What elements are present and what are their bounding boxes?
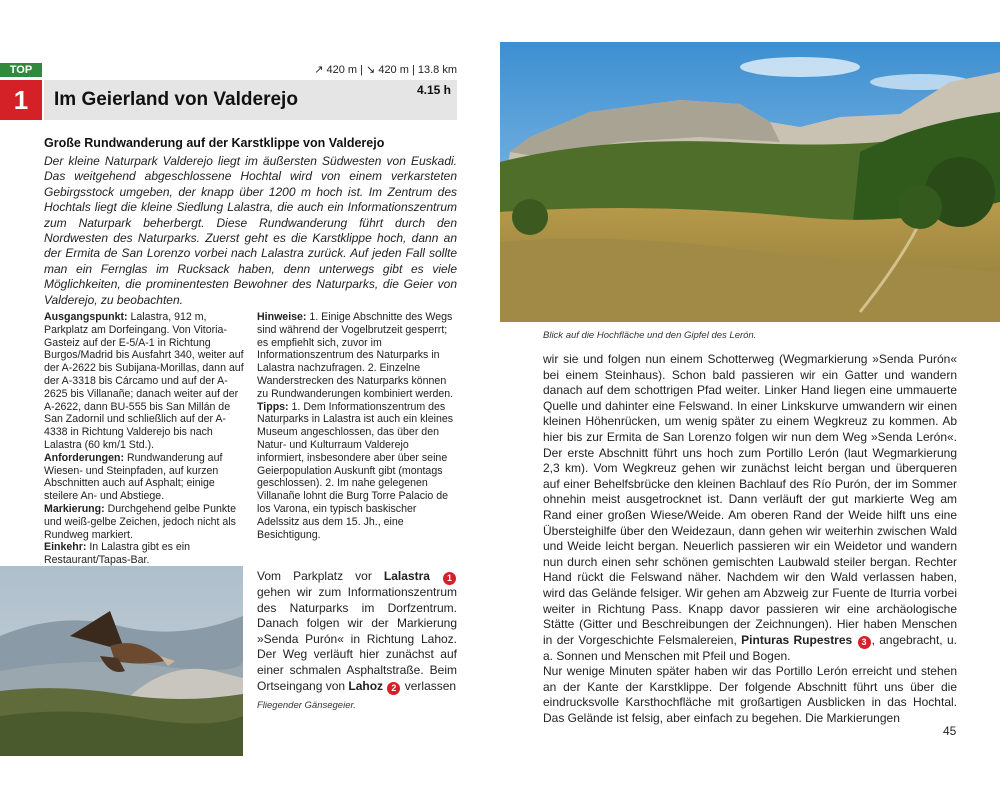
waypoint-name: Lahoz (348, 678, 384, 693)
info-text: Rundwanderung auf Wiesen- und Steinpfaden, auf kurzen Abschnitten auch auf Asphalt; einige steilere An- und Abstiege. (44, 451, 223, 503)
waypoint-marker-icon: 3 (858, 636, 871, 649)
body-text: gehen wir zum Informationszentrum des Naturparks im Dorfzentrum. Danach folgen wir der Markierung »Senda Purón« in Richtung Lahoz. Der Weg verläuft hier zunächst auf einer schmalen Asphaltstraße. Beim Ortseingang von (257, 585, 457, 693)
body-text-left (257, 569, 457, 695)
page-title: Im Geierland von Valderejo (54, 89, 298, 110)
hero-caption: Blick auf die Hochfläche und den Gipfel des Lerón. (543, 330, 757, 341)
waypoint-name: Lalastra (383, 569, 430, 583)
info-start (44, 311, 244, 452)
title-bar (44, 80, 457, 120)
tour-stats: ↗ 420 m | ↘ 420 m | 13.8 km (314, 64, 457, 76)
info-label: Anforderungen: (44, 451, 125, 464)
tour-number: 1 (0, 80, 42, 120)
page-number: 45 (943, 724, 957, 738)
body-paragraph: Nur wenige Minuten später haben wir das Portillo Lerón erreicht und stehen an der Kante der Karstklippe. Der folgende Abschnitt führt uns über die eindrucksvolle Karsthochfläche mit großartigen Ausblicken in das Hochtal. Das Gelände ist felsig, aber einfach zu begehen. Die Markierungen (543, 664, 957, 726)
vulture-photo (0, 566, 243, 756)
info-label: Markierung: (44, 502, 105, 515)
info-stop (44, 541, 244, 567)
info-marking (44, 503, 244, 541)
info-text: 1. Einige Abschnitte des Wegs sind während der Vogelbrutzeit gesperrt; es empfiehlt sich, zuvor im Informationszentrum des Naturparks in Lalastra nachzufragen. 2. Einzelne Wanderstrecken des Naturparks können zu Rundwanderungen kombiniert werden. (257, 311, 454, 400)
info-label: Tipps: (257, 400, 289, 413)
waypoint-name: Pinturas Rupestres (741, 632, 853, 647)
info-text: Lalastra, 912 m, Parkplatz am Dorfeingang. Von Vitoria-Gasteiz auf der E-5/A-1 in Richtung Burgos/Madrid bis Ausfahrt 340, weiter auf der A-2622 bis Subijana-Morillas, dann auf der A-3318 bis Cárcamo und auf der A-2625 bis Villanañe; danach weiter auf der A-2622, dann BU-555 bis San Millán de San Zadornil und schließlich auf der A-4338 in Richtung Valderejo bis nach Lalastra (60 km/1 Std.). (44, 311, 244, 451)
info-text: 1. Dem Informationszentrum des Naturparks in Lalastra ist auch ein kleines Museum angeschlossen, das über den Natur- und Kulturraum Valderejo informiert, insbesondere aber über seine Geierpopulation Auskunft gibt (montags geschlossen). 2. Im nahe gelegenen Villanañe lohnt die Burg Torre Palacio de los Varona, ein typisch baskischer Adelssitz aus dem 15. Jh., eine Besichtigung. (257, 400, 454, 541)
info-label: Ausgangspunkt: (44, 311, 128, 323)
info-text: Durchgehend gelbe Punkte und weiß-gelbe Zeichen, jedoch nicht als Rundweg markiert. (44, 502, 236, 541)
info-column-right (257, 311, 457, 541)
intro-text: Der kleine Naturpark Valderejo liegt im äußersten Südwesten von Euskadi. Das weitgehend abgeschlossene Hochtal wird von einem verkarsteten Gebirgsstock umgeben, der knapp über 1200 m hoch ist. Im Zentrum des Hochtals liegt die kleine Siedlung Lalastra, die auch ein Informationszentrum zum Naturpark beherbergt. Diese Rundwanderung führt durch den Nordwesten des Naturparks. Zuerst geht es die Karstklippe hoch, dann an der Ermita de San Lorenzo vorbei nach Lalastra zurück. Auf jeden Fall sollte man ein Fernglas im Rucksack haben, denn unterwegs gibt es viele Möglichkeiten, die prominentesten Bewohner des Naturparks, die Geier von Valderejo, zu beobachten. (44, 154, 457, 307)
waypoint-marker-icon: 2 (387, 682, 400, 695)
body-text-right (543, 352, 957, 727)
body-text: verlassen (401, 678, 457, 693)
info-requirements (44, 452, 244, 503)
info-label: Hinweise: (257, 311, 307, 323)
info-tips (257, 401, 457, 542)
info-text: In Lalastra gibt es ein Restaurant/Tapas-Bar. (44, 541, 191, 567)
hero-photo (500, 42, 1000, 322)
body-text: , angebracht, u. a. Sonnen und Menschen mit Pfeil und Bogen. (543, 632, 957, 663)
body-text: wir sie und folgen nun einem Schotterweg (Wegmarkierung »Senda Purón« bei einem Steinhaus). Schon bald passieren wir ein Gatter und wandern danach auf dem schottrigen Pfad weiter. Linker Hand liegen eine ummauerte Quelle und dahinter eine Felswand. In einer Linkskurve umwandern wir einen kleinen Höhenrücken, um wenig später zu einem Wegkreuz zu kommen. Ab hier bis zur Ermita de San Lorenzo folgen wir nun dem Weg »Senda Lerón«. Der erste Abschnitt führt uns hoch zum Portillo Lerón (laut Wegmarkierung 2,3 km). Vom Wegkreuz gehen wir zunächst leicht bergan und überqueren auf einer Behelfsbrücke den kleinen Bachlauf des Río Purón, der im Sommer ohnehin meist ausgetrocknet ist. Dann verläuft der gut markierte Weg am Rand einer großen Wiese/Weide. Am oberen Rand der Weide hilft uns eine Übersteighilfe über den Weidezaun, dann gehen wir weiterhin zwischen Wald und Weide leicht bergan. Neuerlich passieren wir ein Weidetor und wandern nun durch einen sehr schönen gemischten Laubwald steiler bergan. Rechter Hand rückt die Felswand näher. Nachdem wir den Wald verlassen haben, wird das Gelände felsiger. Wir gehen am Abzweig zur Fuente de Iturria vorbei weiter in Richtung Pass. Knapp davor passieren wir eine archäologische Stätte (Gitter und Beschreibungen der Zeichnungen). Hier haben Menschen in der Vorgeschichte Felsmalereien, (543, 352, 957, 647)
tour-subtitle: Große Rundwanderung auf der Karstklippe von Valderejo (44, 136, 385, 150)
info-notes (257, 311, 457, 401)
body-text: Vom Parkplatz vor (257, 569, 384, 583)
vulture-caption: Fliegender Gänsegeier. (257, 700, 356, 711)
info-column-left (44, 311, 244, 567)
top-badge: TOP (0, 63, 42, 77)
tour-duration: 4.15 h (416, 83, 451, 97)
info-label: Einkehr: (44, 541, 87, 554)
waypoint-marker-icon: 1 (443, 572, 456, 585)
